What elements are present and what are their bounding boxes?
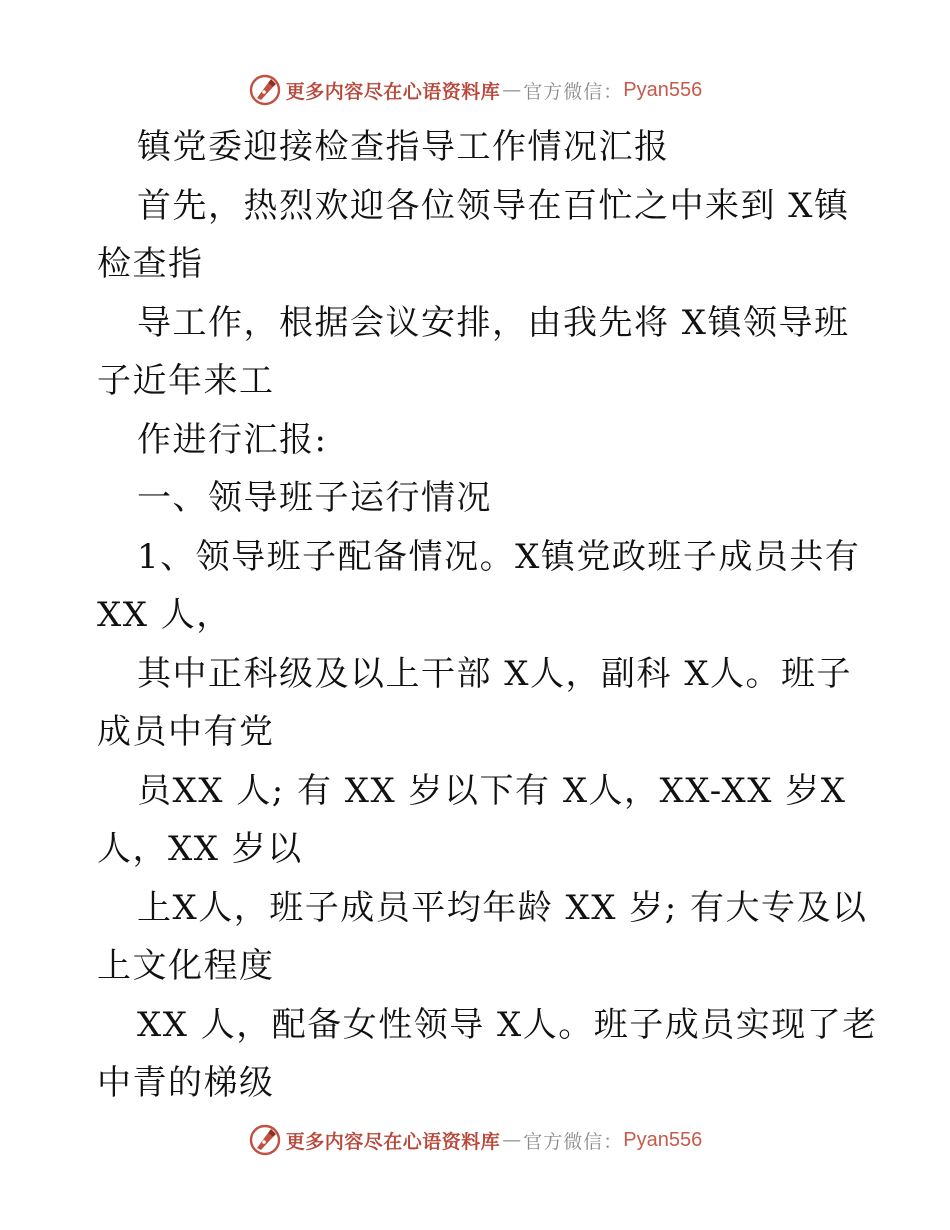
watermark-wechat-id: Pyan556 <box>623 78 703 101</box>
watermark-dash: — <box>502 1129 522 1151</box>
pen-nib-icon <box>248 1123 282 1157</box>
document-line: 成员中有党 <box>97 712 275 752</box>
document-line: XX 人，配备女性领导 X人。班子成员实现了老 <box>137 1004 878 1045</box>
document-line: 导工作，根据会议安排，由我先将 X镇领导班 <box>137 302 850 343</box>
watermark-wechat-id: Pyan556 <box>623 1128 703 1151</box>
document-line: 员XX 人; 有 XX 岁以下有 X人，XX-XX 岁X <box>137 770 847 811</box>
document-line: 上文化程度 <box>97 946 275 986</box>
document-line: XX 人， <box>97 595 232 635</box>
document-line: 子近年来工 <box>97 361 275 401</box>
watermark-dash: — <box>502 79 522 101</box>
watermark-wechat-label: 官方微信： <box>523 80 624 103</box>
document-line: 首先，热烈欢迎各位领导在百忙之中来到 X镇 <box>137 185 850 226</box>
document-line: 检查指 <box>97 244 204 284</box>
document-line: 1、领导班子配备情况。X镇党政班子成员共有 <box>137 536 861 577</box>
document-body <box>97 118 878 1113</box>
document-line: 作进行汇报: <box>137 419 328 460</box>
document-line: 上X人，班子成员平均年龄 XX 岁; 有大专及以 <box>137 887 868 928</box>
watermark-footer <box>0 1120 950 1160</box>
document-line: 镇党委迎接检查指导工作情况汇报 <box>137 127 670 167</box>
document-line: 中青的梯级 <box>97 1063 275 1103</box>
watermark-header <box>0 70 950 110</box>
watermark-library-text: 更多内容尽在心语资料库 <box>285 80 501 103</box>
document-line: 人，XX 岁以 <box>97 829 303 869</box>
pen-nib-icon <box>248 73 282 107</box>
watermark-library-text: 更多内容尽在心语资料库 <box>285 1130 501 1153</box>
document-line: 其中正科级及以上干部 X人，副科 X人。班子 <box>137 653 853 694</box>
watermark-wechat-label: 官方微信： <box>523 1130 624 1153</box>
document-line: 一、领导班子运行情况 <box>137 478 492 518</box>
